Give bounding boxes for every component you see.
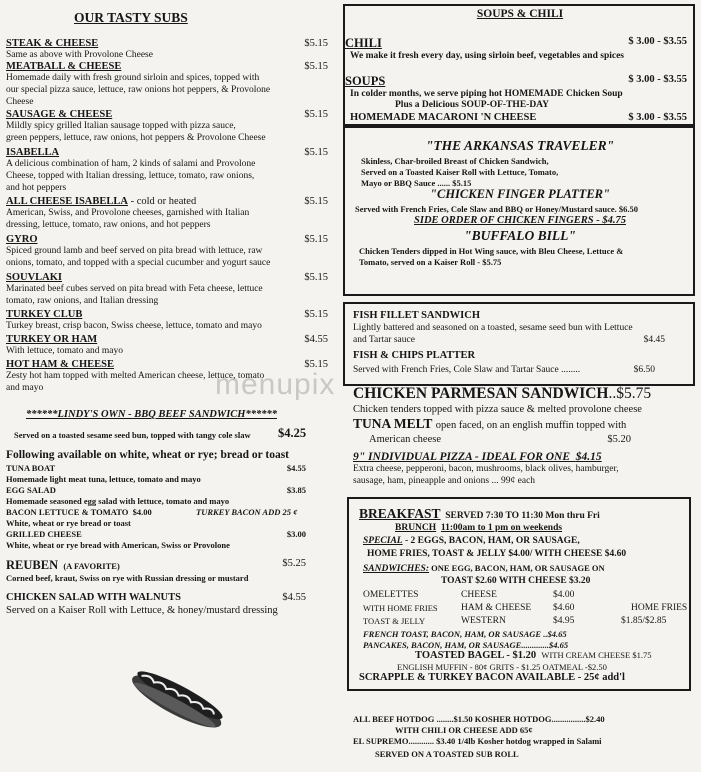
fish-desc: and Tartar sauce $4.45: [353, 335, 665, 345]
sandwiches-line-2: TOAST $2.60 WITH CHEESE $3.20: [441, 576, 591, 586]
chicken-salad-item: CHICKEN SALAD WITH WALNUTS $4.55: [6, 592, 306, 603]
item-desc: onions, tomato, and topped with a special cucumber and yogurt sauce: [6, 258, 271, 268]
item-desc: A delicious combination of ham, 2 kinds of salami and Provolone: [6, 159, 256, 169]
item-desc: American, Swiss, and Provolone cheeses, garnished with Italian: [6, 208, 250, 218]
item-desc: Chicken Tenders dipped in Hot Wing sauce, with Bleu Cheese, Lettuce &: [359, 246, 624, 256]
item-desc: Corned beef, kraut, Swiss on rye with Russian dressing or mustard: [6, 573, 249, 583]
item-desc: Tomato, served on a Kaiser Roll - $5.75: [359, 257, 502, 267]
item-desc: Mildly spicy grilled Italian sausage topped with pizza sauce,: [6, 121, 236, 131]
following-heading: Following available on white, wheat or rye; bread or toast: [6, 449, 290, 461]
hotdog-line: ALL BEEF HOTDOG ........$1.50 KOSHER HOTDOG................$2.40: [353, 714, 605, 724]
menu-item: MEATBALL & CHEESE $5.15: [6, 61, 328, 72]
item-desc: tomato, raw onions, and Italian dressing: [6, 296, 159, 306]
bbq-title: ******LINDY'S OWN - BBQ BEEF SANDWICH******: [26, 409, 277, 420]
menu-item: TURKEY CLUB $5.15: [6, 309, 328, 320]
menu-item: HOT HAM & CHEESE $5.15: [6, 359, 328, 370]
menu-item: GYRO $5.15: [6, 234, 328, 245]
buffalo-title: "BUFFALO BILL": [464, 228, 576, 243]
menu-item: SAUSAGE & CHEESE $5.15: [6, 109, 328, 120]
item-desc: Plus a Delicious SOUP-OF-THE-DAY: [395, 100, 550, 110]
item-desc: Homemade daily with fresh ground sirloin and spices, topped with: [6, 73, 260, 83]
hotdog-line: WITH CHILI OR CHEESE ADD 65¢: [395, 725, 533, 735]
watermark: menupix: [215, 368, 336, 401]
subs-title: OUR TASTY SUBS: [74, 10, 188, 25]
item-desc: Lightly battered and seasoned on a toasted, sesame seed bun with Lettuce: [353, 323, 633, 333]
omelettes-line: OMELETTES CHEESE $4.00: [363, 590, 575, 600]
menu-item: BACON LETTUCE & TOMATO $4.00 TURKEY BACON ADD 25 ¢: [6, 507, 298, 517]
special-line: SPECIAL - 2 EGGS, BACON, HAM, OR SAUSAGE,: [363, 536, 580, 546]
menu-item: STEAK & CHEESE $5.15: [6, 38, 328, 49]
menu-item: ISABELLA $5.15: [6, 147, 328, 158]
item-desc: Cheese: [6, 97, 34, 107]
item-desc: White, wheat or rye bread or toast: [6, 518, 131, 528]
item-desc: Same as above with Provolone Cheese: [6, 50, 153, 60]
item-desc: Spiced ground lamb and beef served on pita bread with lettuce, raw: [6, 246, 263, 256]
traveler-title: "THE ARKANSAS TRAVELER": [425, 138, 615, 153]
muffin-line: ENGLISH MUFFIN - 80¢ GRITS - $1.25 OATMEAL -$2.50: [397, 662, 607, 672]
omelettes-line-3: TOAST & JELLY WESTERN $4.95 $1.85/$2.85: [363, 616, 667, 626]
item-desc: Skinless, Char-broiled Breast of Chicken Sandwich,: [361, 156, 549, 166]
item-desc: Extra cheese, pepperoni, bacon, mushrooms, black olives, hamburger,: [353, 464, 619, 474]
item-desc: dressing, lettuce, tomato, raw onions, and hot peppers: [6, 220, 211, 230]
item-desc: Zesty hot ham topped with melted American cheese, lettuce, tomato: [6, 371, 265, 381]
bbq-desc: Served on a toasted sesame seed bun, topped with tangy cole slaw: [14, 430, 251, 440]
pancakes-line: PANCAKES, BACON, HAM, OR SAUSAGE.............$4.65: [363, 640, 569, 650]
item-desc: Homemade seasoned egg salad with lettuce, tomato and mayo: [6, 496, 230, 506]
hotdog-line: EL SUPREMO............ $3.40 1/4lb Kosher hotdog wrapped in Salami: [353, 736, 602, 746]
item-desc: Cheese, topped with Italian dressing, lettuce, tomato, raw onions,: [6, 171, 255, 181]
item-desc: Served on a Toasted Kaiser Roll with Lettuce, Tomato,: [361, 167, 559, 177]
item-desc: our special pizza sauce, lettuce, raw onions hot peppers, & Provolone: [6, 85, 271, 95]
french-toast-line: FRENCH TOAST, BACON, HAM, OR SAUSAGE ..$4.65: [363, 629, 567, 639]
item-desc: Mayo or BBQ Sauce ...... $5.15: [361, 178, 472, 188]
menu-item: TUNA BOAT $4.55: [6, 463, 306, 473]
item-desc: White, wheat or rye bread with American, Swiss or Provolone: [6, 540, 230, 550]
soups-item: SOUPS $ 3.00 - $3.55: [345, 74, 687, 88]
side-fingers: SIDE ORDER OF CHICKEN FINGERS - $4.75: [414, 215, 626, 226]
tuna-melt-desc: American cheese $5.20: [369, 434, 631, 445]
chili-item: CHILI $ 3.00 - $3.55: [345, 36, 687, 50]
fish-chips-name: FISH & CHIPS PLATTER: [353, 350, 476, 361]
tuna-melt: TUNA MELT open faced, on an english muffin topped with: [353, 416, 627, 431]
menu-item: ALL CHEESE ISABELLA - cold or heated $5.15: [6, 196, 328, 207]
item-desc: We make it fresh every day, using sirloin beef, vegetables and spices: [350, 51, 624, 61]
parm-item: CHICKEN PARMESAN SANDWICH..$5.75: [353, 385, 652, 402]
breakfast-header: BREAKFAST SERVED 7:30 TO 11:30 Mon thru Fri: [359, 506, 600, 521]
special-line-2: HOME FRIES, TOAST & JELLY $4.00/ WITH CHEESE $4.60: [367, 549, 627, 559]
item-desc: Turkey breast, crisp bacon, Swiss cheese, lettuce, tomato and mayo: [6, 321, 262, 331]
item-desc: sausage, ham, pineapple and onions ... 99¢ each: [353, 476, 536, 486]
bbq-price: $4.25: [278, 426, 307, 440]
pizza-item: 9" INDIVIDUAL PIZZA - IDEAL FOR ONE $4.15: [353, 451, 602, 463]
item-desc: Homemade light meat tuna, lettuce, tomato and mayo: [6, 474, 201, 484]
sandwiches-line: SANDWICHES: ONE EGG, BACON, HAM, OR SAUSAGE ON: [363, 563, 605, 574]
omelettes-line-2: WITH HOME FRIES HAM & CHEESE $4.60 HOME FRIES: [363, 603, 688, 613]
bagel-line: TOASTED BAGEL - $1.20 WITH CREAM CHEESE $1.75: [415, 650, 652, 661]
menu-item: SOUVLAKI $5.15: [6, 272, 328, 283]
fish-name: FISH FILLET SANDWICH: [353, 310, 481, 321]
menu-item: TURKEY OR HAM $4.55: [6, 334, 328, 345]
hotdog-illustration: [124, 662, 234, 732]
fish-chips-desc: Served with French Fries, Cole Slaw and Tartar Sauce ........ $6.50: [353, 365, 655, 375]
item-desc: Chicken tenders topped with pizza sauce & melted provolone cheese: [353, 404, 642, 415]
item-desc: green peppers, lettuce, raw onions, hot peppers & Provolone Cheese: [6, 133, 266, 143]
item-desc: and mayo: [6, 383, 44, 393]
scrapple-line: SCRAPPLE & TURKEY BACON AVAILABLE - 25¢ add'l: [359, 672, 625, 683]
menu-item: EGG SALAD $3.85: [6, 485, 306, 495]
item-desc: Served with French Fries, Cole Slaw and BBQ or Honey/Mustard sauce. $6.50: [355, 204, 639, 214]
brunch-line: BRUNCH 11:00am to 1 pm on weekends: [395, 523, 563, 533]
reuben-item: REUBEN (A FAVORITE) $5.25: [6, 558, 306, 572]
hotdog-line: SERVED ON A TOASTED SUB ROLL: [375, 749, 519, 759]
soups-title: SOUPS & CHILI: [476, 8, 564, 20]
item-desc: In colder months, we serve piping hot HOMEMADE Chicken Soup: [350, 89, 623, 99]
item-desc: Marinated beef cubes served on pita bread with Feta cheese, lettuce: [6, 284, 263, 294]
mac-item: HOMEMADE MACARONI 'N CHEESE $ 3.00 - $3.55: [350, 112, 687, 123]
item-desc: Served on a Kaiser Roll with Lettuce, & honey/mustard dressing: [6, 605, 278, 616]
menu-item: GRILLED CHEESE $3.00: [6, 529, 306, 539]
item-desc: and hot peppers: [6, 183, 67, 193]
item-desc: With lettuce, tomato and mayo: [6, 346, 124, 356]
finger-title: "CHICKEN FINGER PLATTER": [430, 187, 610, 201]
